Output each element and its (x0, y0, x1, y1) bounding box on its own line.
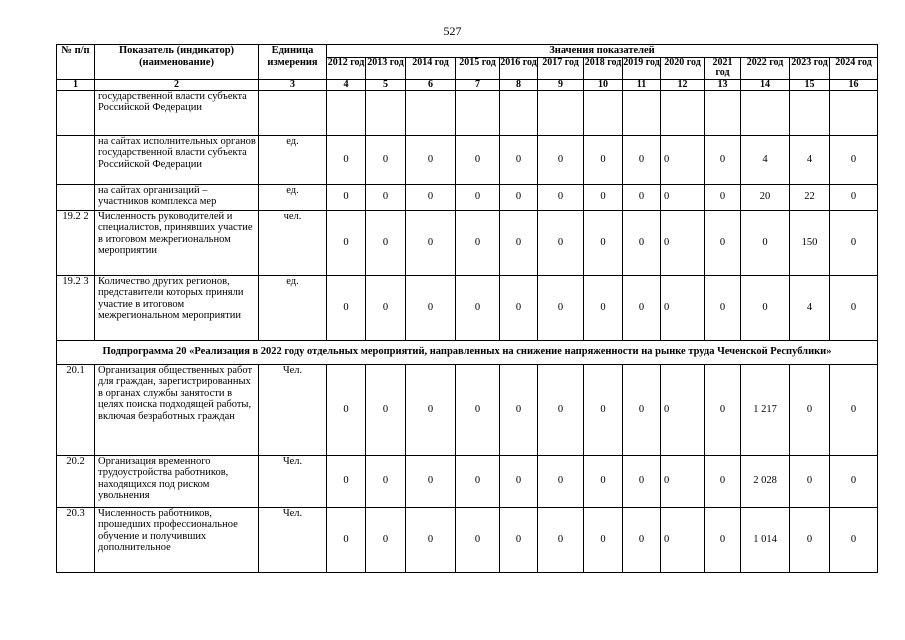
row-number-cell: 19.2 2 (57, 210, 95, 275)
column-number: 7 (456, 79, 500, 90)
column-number: 5 (366, 79, 406, 90)
column-number: 12 (661, 79, 705, 90)
page-number: 527 (443, 24, 462, 38)
column-number: 3 (259, 79, 327, 90)
value-cell: 0 (500, 184, 538, 210)
value-cell: 0 (584, 135, 623, 184)
unit-cell: ед. (259, 184, 327, 210)
table-row (57, 135, 878, 184)
row-number-cell (57, 184, 95, 210)
value-cell: 0 (456, 210, 500, 275)
value-cell: 0 (406, 135, 456, 184)
value-cell: 0 (500, 135, 538, 184)
value-cell: 0 (830, 507, 878, 572)
value-cell: 1 217 (741, 364, 790, 455)
col-header-year: 2017 год (538, 57, 584, 79)
value-cell: 0 (366, 275, 406, 340)
value-cell: 0 (705, 364, 741, 455)
unit-cell (259, 90, 327, 135)
row-number-cell (57, 135, 95, 184)
col-header-year: 2014 год (406, 57, 456, 79)
table-row (57, 275, 878, 340)
value-cell: 0 (456, 135, 500, 184)
value-cell: 0 (830, 210, 878, 275)
value-cell: 0 (327, 455, 366, 507)
column-number: 2 (95, 79, 259, 90)
value-cell: 0 (538, 275, 584, 340)
table-row (57, 455, 878, 507)
unit-cell: ед. (259, 275, 327, 340)
unit-cell: ед. (259, 135, 327, 184)
indicator-cell: Численность руководителей и специалистов, принявших участие в итоговом межрегиональном мероприятии (95, 210, 259, 275)
value-cell: 0 (366, 507, 406, 572)
row-number-cell: 20.1 (57, 364, 95, 455)
column-number: 11 (623, 79, 661, 90)
value-cell: 0 (406, 364, 456, 455)
value-cell: 0 (538, 455, 584, 507)
value-cell: 0 (623, 455, 661, 507)
value-cell: 0 (830, 364, 878, 455)
value-cell (623, 90, 661, 135)
value-cell: 0 (327, 135, 366, 184)
value-cell: 0 (661, 275, 705, 340)
col-header-year: 2024 год (830, 57, 878, 79)
value-cell: 0 (790, 455, 830, 507)
col-header-year: 2020 год (661, 57, 705, 79)
value-cell (790, 90, 830, 135)
value-cell: 4 (790, 275, 830, 340)
subprogram-title: Подпрограмма 20 «Реализация в 2022 году отдельных мероприятий, направленных на снижение напряженности на рынке труда Чеченской Республики» (57, 340, 878, 364)
value-cell: 0 (705, 455, 741, 507)
table-row (57, 364, 878, 455)
col-header-year: 2015 год (456, 57, 500, 79)
value-cell: 0 (406, 210, 456, 275)
value-cell: 0 (456, 455, 500, 507)
value-cell: 0 (623, 507, 661, 572)
value-cell: 0 (584, 184, 623, 210)
col-header-year: 2023 год (790, 57, 830, 79)
value-cell: 22 (790, 184, 830, 210)
value-cell: 0 (500, 210, 538, 275)
table-row (57, 210, 878, 275)
value-cell: 0 (500, 364, 538, 455)
value-cell: 0 (366, 135, 406, 184)
value-cell: 0 (623, 364, 661, 455)
col-header-unit: Единица измерения (259, 45, 327, 80)
indicator-cell: на сайтах исполнительных органов государственной власти субъекта Российской Федерации (95, 135, 259, 184)
value-cell: 0 (830, 275, 878, 340)
indicator-cell: Организация общественных работ для граждан, зарегистрированных в органах службы занятости в целях поиска подходящей работы, включая безработных граждан (95, 364, 259, 455)
value-cell: 0 (327, 364, 366, 455)
value-cell: 0 (705, 275, 741, 340)
column-number: 9 (538, 79, 584, 90)
col-header-no: № п/п (57, 45, 95, 80)
value-cell: 0 (790, 507, 830, 572)
value-cell: 0 (538, 135, 584, 184)
value-cell: 0 (623, 135, 661, 184)
col-header-year: 2021 год (705, 57, 741, 79)
column-number: 15 (790, 79, 830, 90)
value-cell: 0 (661, 135, 705, 184)
value-cell: 2 028 (741, 455, 790, 507)
value-cell: 0 (538, 210, 584, 275)
value-cell: 4 (790, 135, 830, 184)
value-cell: 0 (327, 210, 366, 275)
value-cell (705, 90, 741, 135)
indicators-table (56, 44, 878, 573)
unit-cell: Чел. (259, 455, 327, 507)
value-cell (366, 90, 406, 135)
value-cell: 0 (705, 507, 741, 572)
value-cell: 0 (406, 507, 456, 572)
value-cell (406, 90, 456, 135)
value-cell: 0 (406, 184, 456, 210)
value-cell: 0 (584, 364, 623, 455)
value-cell: 0 (366, 184, 406, 210)
col-header-year: 2016 год (500, 57, 538, 79)
unit-cell: Чел. (259, 364, 327, 455)
row-number-cell: 20.3 (57, 507, 95, 572)
column-number: 14 (741, 79, 790, 90)
value-cell: 1 014 (741, 507, 790, 572)
indicator-cell: на сайтах организаций – участников комплекса мер (95, 184, 259, 210)
value-cell: 0 (661, 507, 705, 572)
indicator-cell: государственной власти субъекта Российской Федерации (95, 90, 259, 135)
value-cell: 0 (705, 184, 741, 210)
value-cell: 0 (741, 275, 790, 340)
value-cell: 0 (538, 184, 584, 210)
value-cell: 0 (584, 455, 623, 507)
column-number: 8 (500, 79, 538, 90)
value-cell: 0 (406, 455, 456, 507)
col-header-year: 2012 год (327, 57, 366, 79)
column-number: 16 (830, 79, 878, 90)
value-cell: 0 (456, 364, 500, 455)
indicator-cell: Организация временного трудоустройства работников, находящихся под риском увольнения (95, 455, 259, 507)
column-number: 10 (584, 79, 623, 90)
value-cell: 0 (500, 455, 538, 507)
row-number-cell: 20.2 (57, 455, 95, 507)
value-cell: 20 (741, 184, 790, 210)
value-cell: 0 (705, 210, 741, 275)
table-row (57, 90, 878, 135)
value-cell: 0 (623, 210, 661, 275)
value-cell: 0 (500, 275, 538, 340)
value-cell (830, 90, 878, 135)
subprogram-row (57, 340, 878, 364)
col-header-indicator: Показатель (индикатор) (наименование) (95, 45, 259, 80)
value-cell: 0 (366, 210, 406, 275)
value-cell (741, 90, 790, 135)
col-header-year: 2022 год (741, 57, 790, 79)
table-row (57, 184, 878, 210)
value-cell: 0 (661, 364, 705, 455)
indicator-cell: Количество других регионов, представители которых приняли участие в итоговом межрегиональном мероприятии (95, 275, 259, 340)
value-cell: 0 (705, 135, 741, 184)
unit-cell: чел. (259, 210, 327, 275)
value-cell: 0 (584, 210, 623, 275)
value-cell: 0 (456, 275, 500, 340)
value-cell (456, 90, 500, 135)
value-cell (661, 90, 705, 135)
value-cell (538, 90, 584, 135)
value-cell: 0 (584, 507, 623, 572)
value-cell: 0 (661, 210, 705, 275)
value-cell: 0 (456, 184, 500, 210)
unit-cell: Чел. (259, 507, 327, 572)
value-cell: 0 (327, 184, 366, 210)
col-header-year: 2019 год (623, 57, 661, 79)
col-header-year: 2013 год (366, 57, 406, 79)
table-row (57, 507, 878, 572)
value-cell: 0 (830, 135, 878, 184)
value-cell: 0 (406, 275, 456, 340)
column-number: 1 (57, 79, 95, 90)
col-header-values-group: Значения показателей (327, 45, 878, 58)
value-cell: 0 (584, 275, 623, 340)
value-cell: 0 (661, 184, 705, 210)
column-number: 13 (705, 79, 741, 90)
value-cell: 0 (366, 455, 406, 507)
value-cell: 0 (456, 507, 500, 572)
value-cell: 0 (741, 210, 790, 275)
value-cell: 0 (538, 507, 584, 572)
value-cell: 150 (790, 210, 830, 275)
row-number-cell (57, 90, 95, 135)
value-cell: 0 (623, 184, 661, 210)
col-header-year: 2018 год (584, 57, 623, 79)
column-number: 4 (327, 79, 366, 90)
value-cell: 0 (327, 507, 366, 572)
value-cell: 0 (830, 455, 878, 507)
column-number: 6 (406, 79, 456, 90)
value-cell: 0 (830, 184, 878, 210)
value-cell: 0 (500, 507, 538, 572)
indicator-cell: Численность работников, прошедших профессиональное обучение и получивших дополнительное (95, 507, 259, 572)
value-cell: 0 (366, 364, 406, 455)
value-cell: 0 (538, 364, 584, 455)
row-number-cell: 19.2 3 (57, 275, 95, 340)
value-cell (584, 90, 623, 135)
value-cell (327, 90, 366, 135)
value-cell: 0 (790, 364, 830, 455)
value-cell: 0 (327, 275, 366, 340)
value-cell: 0 (661, 455, 705, 507)
value-cell: 0 (623, 275, 661, 340)
value-cell: 4 (741, 135, 790, 184)
value-cell (500, 90, 538, 135)
